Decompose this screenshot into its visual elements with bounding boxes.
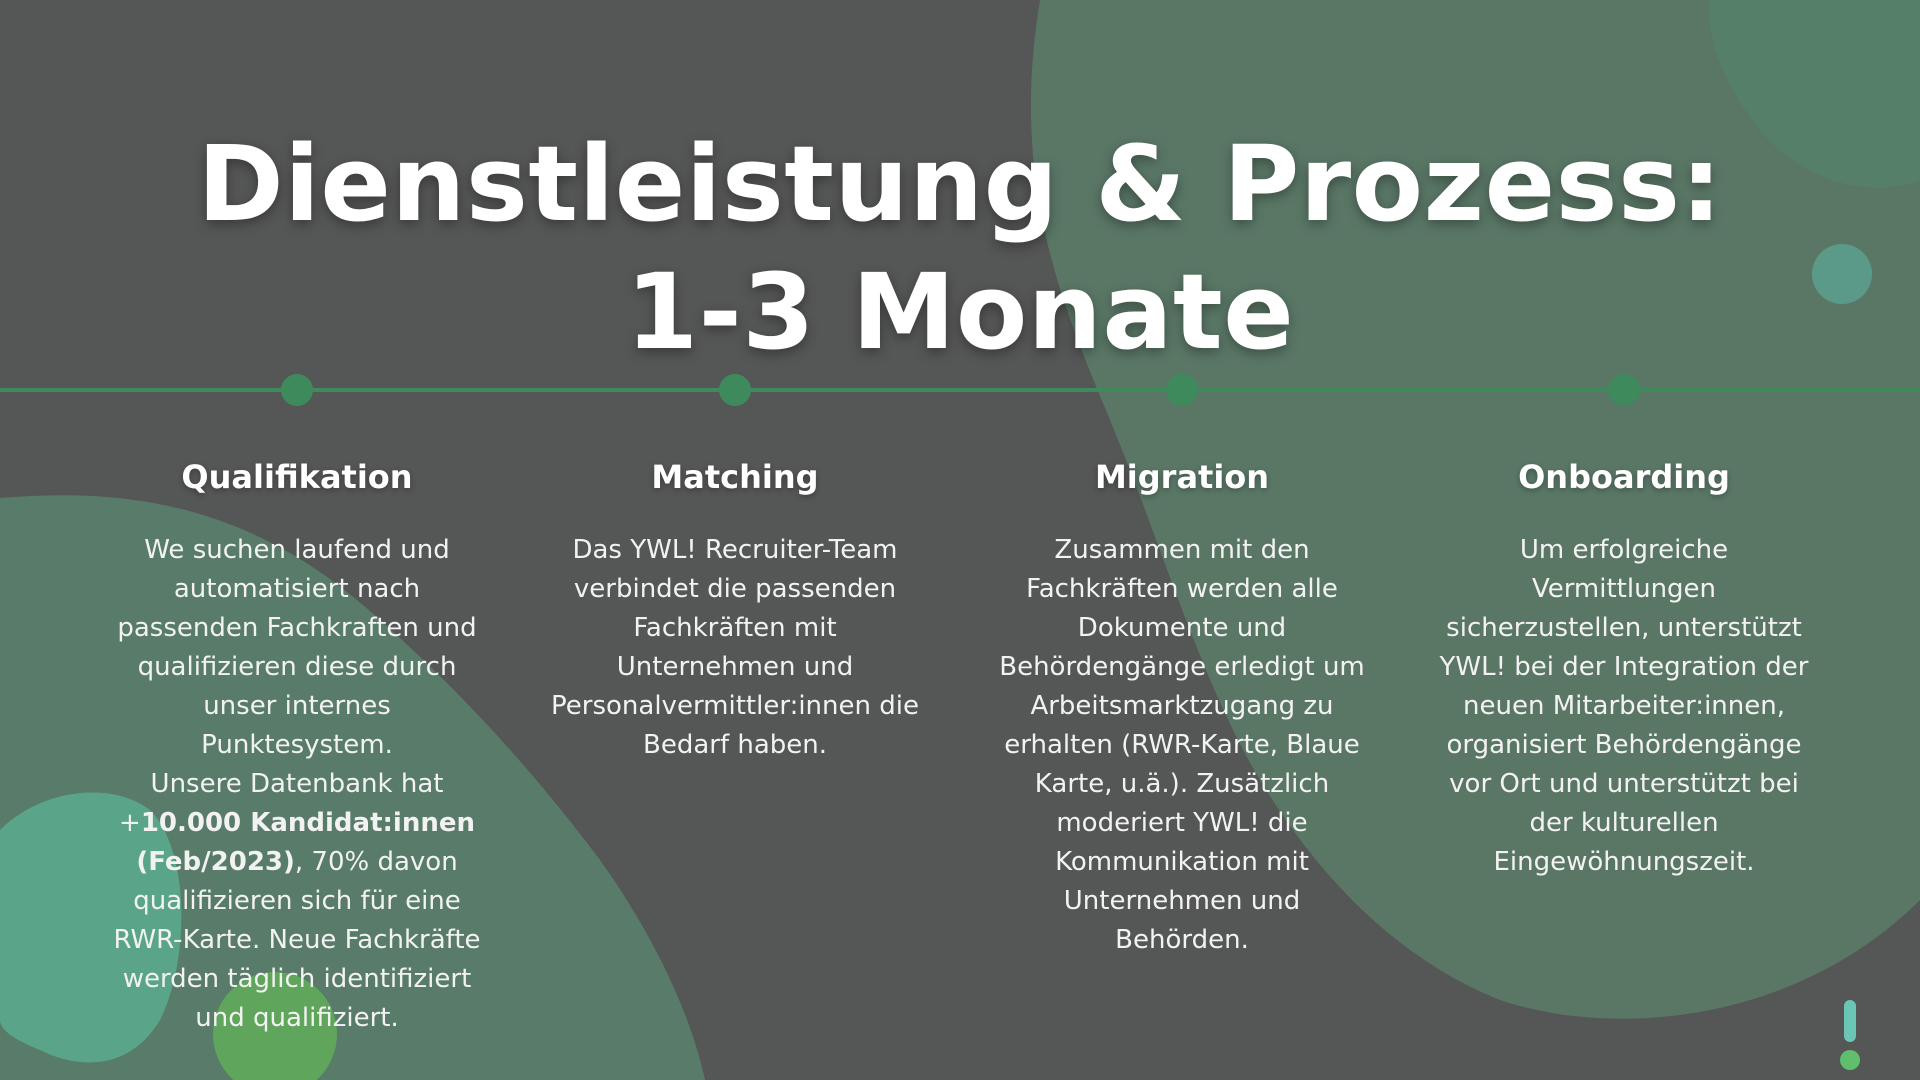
title-line-2: 1-3 Monate	[625, 251, 1295, 373]
step-heading: Migration	[1094, 458, 1270, 496]
step-heading: Qualifikation	[181, 458, 413, 496]
step-onboarding	[1439, 455, 1809, 882]
timeline-dot	[719, 374, 751, 406]
timeline-dot	[1166, 374, 1198, 406]
timeline-dot	[281, 374, 313, 406]
exclamation-logo-icon	[1838, 1000, 1862, 1072]
step-text	[112, 531, 482, 1038]
step-matching	[550, 455, 920, 765]
slide-title	[0, 120, 1920, 376]
step-qualifikation	[112, 455, 482, 1038]
step-text: Das YWL! Recruiter-Team verbindet die passenden Fachkräften mit Unternehmen und Personalvermittler:innen die Bedarf haben.	[551, 535, 919, 760]
step-migration	[997, 455, 1367, 960]
step-text: Um erfolgreiche Vermittlungen sicherzustellen, unterstützt YWL! bei der Integration der neuen Mitarbeiter:innen, organisiert Behördengänge vor Ort und unterstützt bei der kulturellen Eingewöhnungszeit.	[1439, 535, 1809, 877]
step-text: Zusammen mit den Fachkräften werden alle Dokumente und Behördengänge erledigt um Arbeitsmarktzugang zu erhalten (RWR-Karte, Blaue Karte, u.ä.). Zusätzlich moderiert YWL! die Kommunikation mit Unternehmen und Behörden.	[999, 535, 1365, 955]
logo-bar	[1844, 1000, 1856, 1042]
step-text-highlight: 10.000 Kandidat:innen (Feb/2023)	[136, 808, 475, 877]
title-line-1: Dienstleistung & Prozess:	[197, 123, 1723, 245]
step-text-db: Unsere Datenbank hat +	[119, 769, 444, 838]
step-text-intro: We suchen laufend und automatisiert nach passenden Fachkraften und qualifizieren diese durch unser internes Punktesystem.	[117, 535, 477, 760]
step-heading: Matching	[651, 458, 819, 496]
step-heading: Onboarding	[1518, 458, 1730, 496]
logo-dot	[1840, 1050, 1860, 1070]
step-text-rest: , 70% davon qualifizieren sich für eine RWR-Karte. Neue Fachkräfte werden täglich identifiziert und qualifiziert.	[113, 847, 481, 1033]
timeline-dot	[1608, 374, 1640, 406]
